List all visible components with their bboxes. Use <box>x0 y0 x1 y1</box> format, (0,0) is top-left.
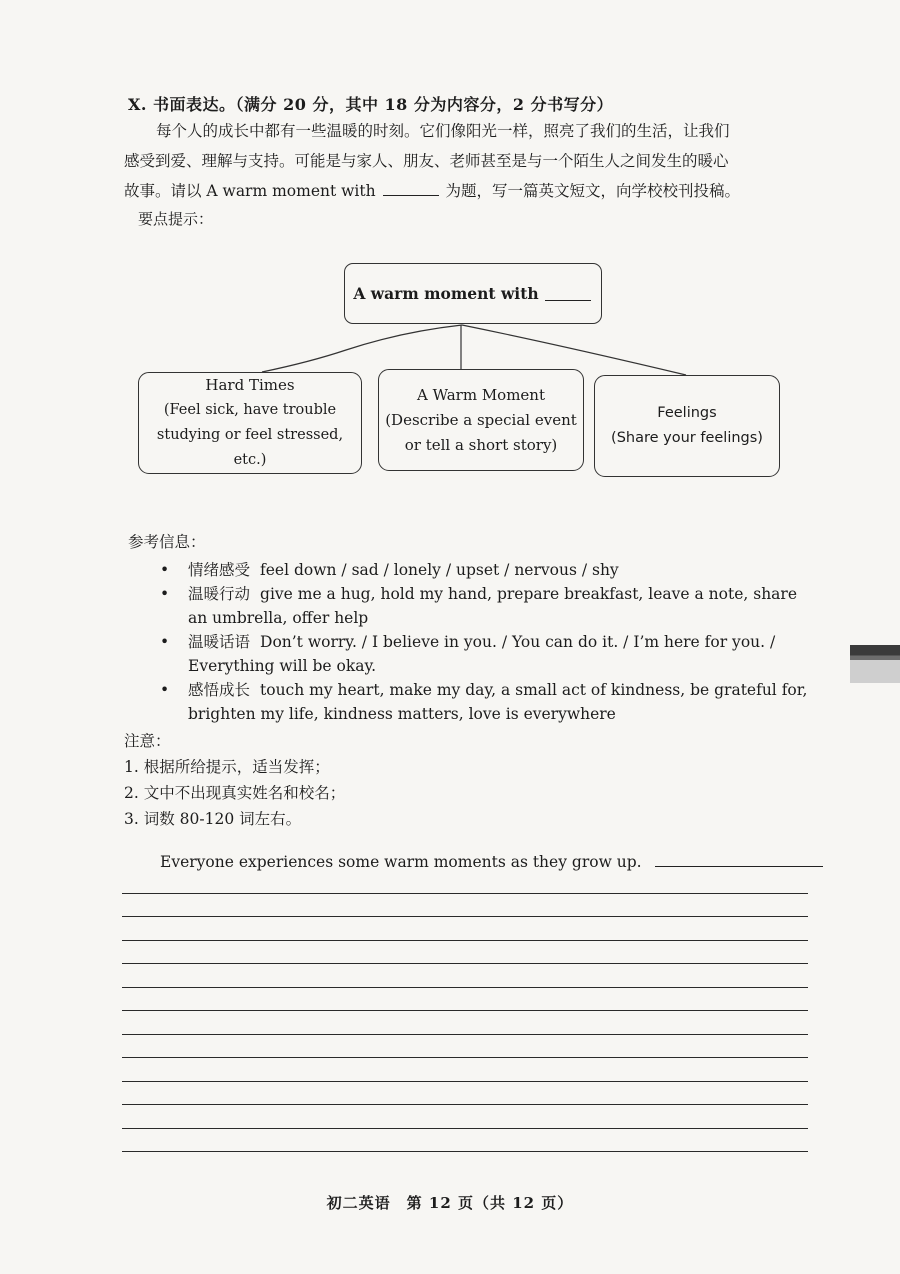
essay-opening-line <box>160 852 823 871</box>
answer-line[interactable] <box>122 1058 808 1082</box>
box-line: or tell a short story) <box>404 435 558 454</box>
item-text: touch my heart, make my day, a small act of kindness, be grateful for, brighten my life, kindness matters, love is everywhere <box>188 681 808 723</box>
answer-line[interactable] <box>122 1011 808 1035</box>
mindmap-title-blank <box>545 286 591 301</box>
notes <box>124 728 345 832</box>
answer-line[interactable] <box>122 870 808 894</box>
box-line: (Describe a special event <box>385 410 577 429</box>
note-item: 1. 根据所给提示，适当发挥； <box>124 758 330 776</box>
item-label: 温暖行动 <box>188 585 251 603</box>
answer-blank[interactable] <box>655 852 823 867</box>
item-text: give me a hug, hold my hand, prepare breakfast, leave a note, share an umbrella, offer help <box>188 585 797 627</box>
note-item: 2. 文中不出现真实姓名和校名； <box>124 784 346 802</box>
bullet-icon: • <box>160 681 170 699</box>
box-line: (Feel sick, have trouble <box>163 402 337 418</box>
prompt-line-3 <box>124 176 814 206</box>
answer-line[interactable] <box>122 1035 808 1059</box>
hints-label: 要点提示： <box>138 210 214 228</box>
bullet-icon: • <box>160 561 170 579</box>
mindmap-title-box <box>344 263 602 324</box>
answer-line[interactable] <box>122 1105 808 1129</box>
box-title: A Warm Moment <box>417 385 545 404</box>
answer-line[interactable] <box>122 941 808 965</box>
reference-title: 参考信息： <box>128 533 206 551</box>
prompt-line-1: 每个人的成长中都有一些温暖的时刻。它们像阳光一样，照亮了我们的生活，让我们 <box>156 122 730 140</box>
prompt-paragraph <box>124 116 814 206</box>
prompt-line-2: 感受到爱、理解与支持。可能是与家人、朋友、老师甚至是与一个陌生人之间发生的暖心 <box>124 152 729 170</box>
answer-line[interactable] <box>122 917 808 941</box>
item-label: 温暖话语 <box>188 633 251 651</box>
essay-opening: Everyone experiences some warm moments as they grow up. <box>160 853 642 871</box>
box-line: (Share your feelings) <box>611 430 763 446</box>
connector-left <box>262 325 462 372</box>
box-title: Feelings <box>657 405 717 421</box>
page-edge-tab <box>850 645 900 683</box>
section-title: X. 书面表达。（满分 20 分，其中 18 分为内容分，2 分书写分） <box>128 95 614 114</box>
reference-list <box>160 558 810 726</box>
page-footer: 初二英语 第 12 页（共 12 页） <box>326 1194 574 1212</box>
list-item <box>160 630 810 678</box>
prompt-line-3-prefix: 故事。请以 A warm moment with <box>124 182 376 200</box>
mindmap-title: A warm moment with <box>353 284 539 303</box>
mindmap-box-hard-times <box>138 372 362 474</box>
list-item <box>160 558 810 582</box>
item-label: 感悟成长 <box>188 681 251 699</box>
item-text: feel down / sad / lonely / upset / nervous / shy <box>260 561 619 579</box>
answer-line[interactable] <box>122 988 808 1012</box>
box-line: studying or feel stressed, etc.) <box>156 427 344 468</box>
mindmap-box-warm-moment <box>378 369 584 471</box>
item-text: Don’t worry. / I believe in you. / You can do it. / I’m here for you. / Everything will be okay. <box>188 633 776 675</box>
bullet-icon: • <box>160 633 170 651</box>
list-item <box>160 582 810 630</box>
item-label: 情绪感受 <box>188 561 251 579</box>
title-blank <box>383 181 439 196</box>
answer-line[interactable] <box>122 964 808 988</box>
box-title: Hard Times <box>205 376 295 394</box>
connector-right <box>462 325 686 375</box>
answer-line[interactable] <box>122 1129 808 1153</box>
answer-lines[interactable] <box>122 870 808 1152</box>
bullet-icon: • <box>160 585 170 603</box>
answer-line[interactable] <box>122 1082 808 1106</box>
note-item: 3. 词数 80-120 词左右。 <box>124 810 302 828</box>
notes-title: 注意： <box>124 732 171 750</box>
answer-line[interactable] <box>122 894 808 918</box>
prompt-line-3-suffix: 为题，写一篇英文短文，向学校校刊投稿。 <box>445 182 740 200</box>
mindmap-box-feelings <box>594 375 780 477</box>
list-item <box>160 678 810 726</box>
